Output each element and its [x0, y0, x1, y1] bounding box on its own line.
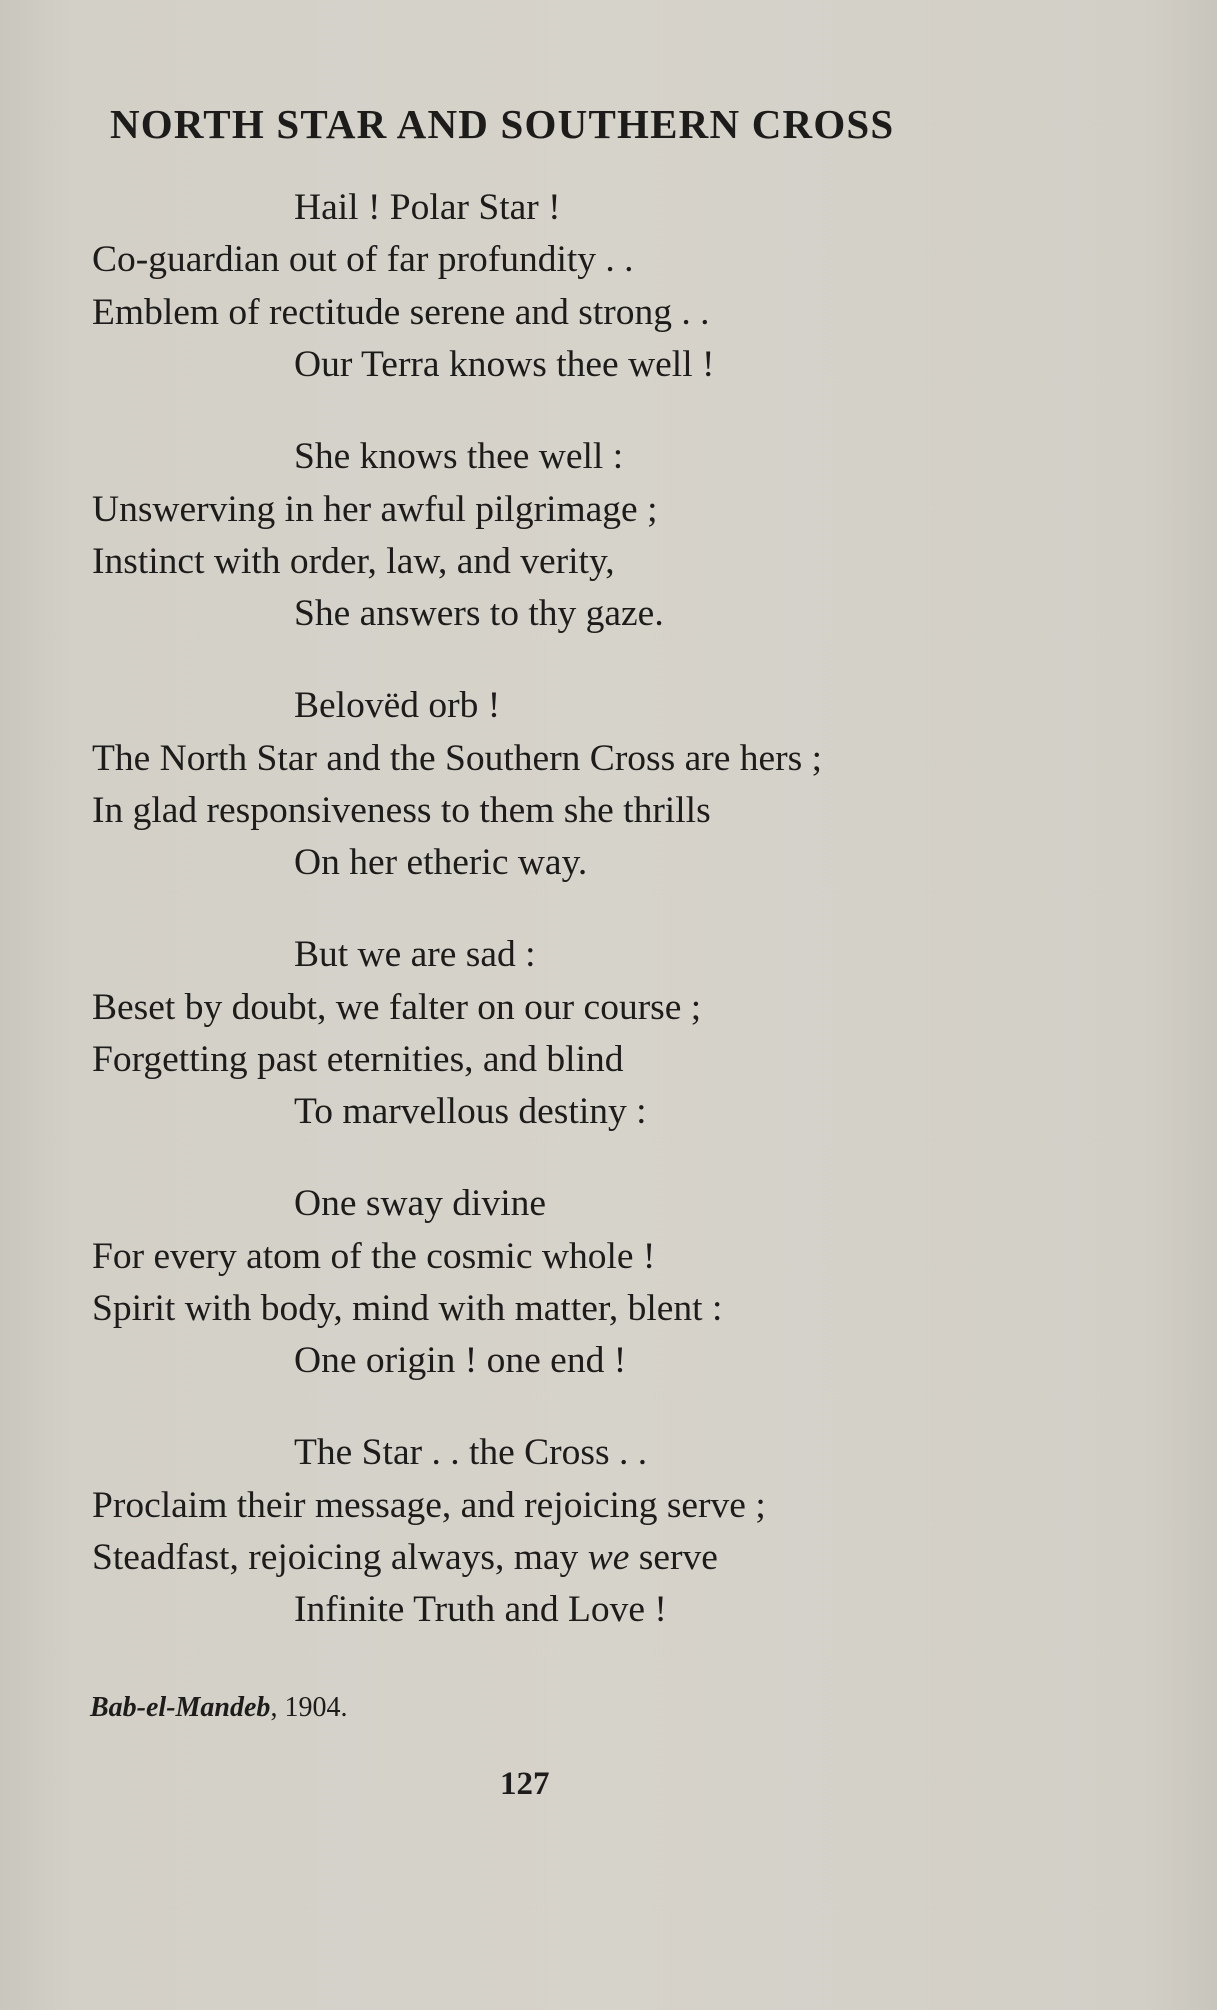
poem-line: For every atom of the cosmic whole !	[92, 1236, 656, 1277]
poem-line: One sway divine	[294, 1183, 547, 1224]
poem-line	[92, 1536, 718, 1580]
poem-line: Belovëd orb !	[294, 685, 501, 726]
dateline	[90, 1692, 347, 1724]
emphasized-word: we	[587, 1537, 630, 1578]
poem-line: The Star . . the Cross . .	[294, 1432, 648, 1473]
poem-line: The North Star and the Southern Cross are hers ;	[92, 738, 823, 779]
poem-line: One origin ! one end !	[294, 1340, 627, 1381]
poem-line: Infinite Truth and Love !	[294, 1589, 667, 1630]
poem-line: Unswerving in her awful pilgrimage ;	[92, 489, 658, 530]
poem-line: But we are sad :	[294, 934, 536, 975]
poem-line: Instinct with order, law, and verity,	[92, 541, 615, 582]
poem-line: She knows thee well :	[294, 436, 624, 477]
poem-line: Proclaim their message, and rejoicing serve ;	[92, 1485, 766, 1526]
poem-line: Our Terra knows thee well !	[294, 344, 715, 385]
dateline-place: Bab-el-Mandeb	[90, 1692, 271, 1723]
poem-line: Co-guardian out of far profundity . .	[92, 239, 634, 280]
dateline-year: , 1904.	[270, 1692, 348, 1723]
poem-line: Forgetting past eternities, and blind	[92, 1039, 624, 1080]
poem-line-tail: serve	[629, 1537, 718, 1578]
poem-line-text: Steadfast, rejoicing always, may	[92, 1537, 588, 1578]
poem-line: Emblem of rectitude serene and strong . .	[92, 292, 710, 333]
poem-line: To marvellous destiny :	[294, 1091, 647, 1132]
poem-title: NORTH STAR AND SOUTHERN CROSS	[110, 101, 895, 147]
poem-line: In glad responsiveness to them she thrills	[92, 790, 711, 831]
poem-line: Spirit with body, mind with matter, blent :	[92, 1288, 723, 1329]
poem-line: She answers to thy gaze.	[294, 593, 664, 634]
poem-line: Hail ! Polar Star !	[294, 187, 561, 228]
poem-line: On her etheric way.	[294, 842, 588, 883]
page-number: 127	[500, 1766, 550, 1802]
poem-line: Beset by doubt, we falter on our course ;	[92, 987, 702, 1028]
